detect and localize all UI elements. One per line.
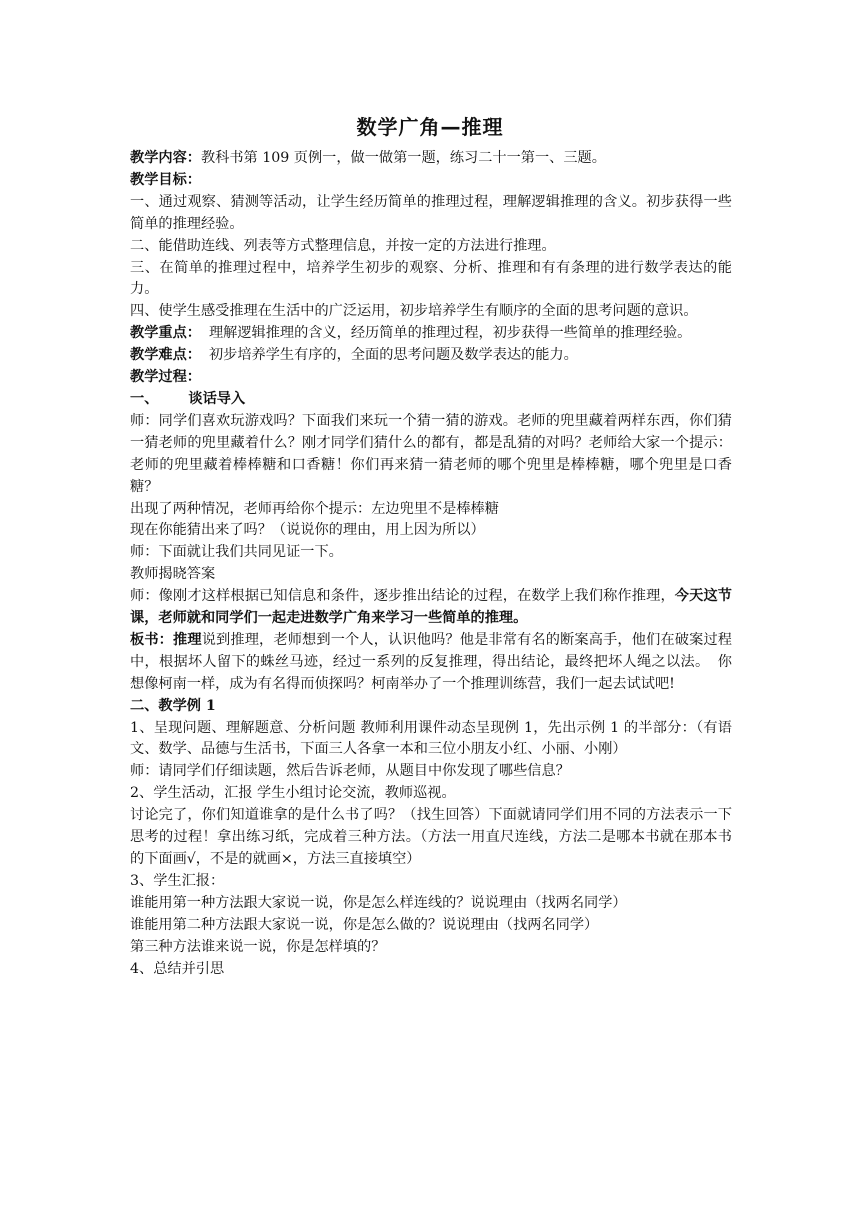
section2-paragraph: 讨论完了，你们知道谁拿的是什么书了吗？（找生回答）下面就请同学们用不同的方法表示一下思考的过程！拿出练习纸，完成着三种方法。（方法一用直尺连线，方法二是哪本书就在那本书的下面画√，不是的就画×，方法三直接填空）	[130, 807, 732, 867]
difficulty-label: 教学难点：	[130, 347, 201, 364]
teaching-content-label: 教学内容：	[130, 150, 201, 166]
difficulty-text: 初步培养学生有序的，全面的思考问题及数学表达的能力。	[208, 347, 578, 364]
process-label: 教学过程：	[130, 369, 201, 386]
section1-paragraph: 教师揭晓答案	[130, 566, 216, 583]
key-point-text: 理解逻辑推理的含义，经历简单的推理过程，初步获得一些简单的推理经验。	[208, 325, 692, 342]
teaching-content	[130, 148, 732, 170]
objective-item: 四、使学生感受推理在生活中的广泛运用，初步培养学生有顺序的全面的思考问题的意识。	[130, 303, 698, 320]
section1-paragraph: 现在你能猜出来了吗？（说说你的理由，用上因为所以）	[130, 522, 485, 539]
section1-number: 一、	[130, 390, 159, 407]
section1-paragraph: 师：下面就让我们共同见证一下。	[130, 544, 343, 561]
document-body	[130, 148, 732, 980]
section1-title: 谈话导入	[188, 390, 246, 407]
section1-paragraph: 出现了两种情况，老师再给你个提示：左边兜里不是棒棒糖	[130, 500, 499, 517]
section1-summary	[130, 586, 732, 630]
section2-paragraph: 谁能用第一种方法跟大家说一说，你是怎么样连线的？说说理由（找两名同学）	[130, 894, 627, 911]
teaching-content-text: 教科书第 109 页例一，做一做第一题，练习二十一第一、三题。	[200, 150, 606, 166]
section2-paragraph: 2、学生活动，汇报 学生小组讨论交流，教师巡视。	[130, 785, 456, 802]
section2-paragraph: 谁能用第二种方法跟大家说一说，你是怎么做的？说说理由（找两名同学）	[130, 916, 599, 933]
objective-item: 三、在简单的推理过程中，培养学生初步的观察、分析、推理和有有条理的进行数学表达的能力。	[130, 259, 732, 298]
summary-text: 师：像刚才这样根据已知信息和条件，逐步推出结论的过程，在数学上我们称作推理，	[130, 588, 675, 605]
page-title: 数学广角—推理	[356, 115, 504, 139]
key-point	[130, 323, 732, 345]
key-point-label: 教学重点：	[130, 325, 201, 342]
board-text: 说到推理，老师想到一个人，认识他吗？他是非常有名的断案高手，他们在破案过程中，根据坏人留下的蛛丝马迹，经过一系列的反复推理，得出结论，最终把坏人绳之以法。	[130, 631, 732, 670]
objective-item: 二、能借助连线、列表等方式整理信息，并按一定的方法进行推理。	[130, 237, 556, 254]
board-text-2: 你想像柯南一样，成为有名得而侦探吗？柯南举办了一个推理训练营，我们一起去试试吧!	[130, 653, 732, 692]
section2-paragraph: 第三种方法谁来说一说，你是怎样填的？	[130, 938, 386, 955]
section2-paragraph: 师：请同学们仔细读题，然后告诉老师，从题目中你发现了哪些信息？	[130, 763, 570, 780]
section2-paragraph: 4、总结并引思	[130, 960, 225, 977]
board-writing	[130, 630, 732, 696]
summary-emphasis: 今天这节课，老师就和同学们一起走进数学广角来学习一些简单的推理。	[130, 588, 732, 627]
section2-heading: 二、教学例 1	[130, 697, 216, 714]
objective-item: 一、通过观察、猜测等活动，让学生经历简单的推理过程，理解逻辑推理的含义。初步获得一些简单的推理经验。	[130, 193, 732, 232]
section1-heading	[130, 389, 732, 411]
section2-paragraph: 3、学生汇报：	[130, 872, 225, 889]
section2-paragraph: 1、呈现问题、理解题意、分析问题 教师利用课件动态呈现例 1，先出示例 1 的半部分：（有语文、数学、品德与生活书，下面三人各拿一本和三位小朋友小红、小丽、小刚）	[130, 719, 732, 758]
difficulty	[130, 345, 732, 367]
objectives-label: 教学目标：	[130, 171, 201, 188]
board-label: 板书：推理	[130, 631, 202, 648]
section1-paragraph: 师：同学们喜欢玩游戏吗？下面我们来玩一个猜一猜的游戏。老师的兜里藏着两样东西，你们猜一猜老师的兜里藏着什么？刚才同学们猜什么的都有，都是乱猜的对吗？老师给大家一个提示：老师的兜里藏着棒棒糖和口香糖！你们再来猜一猜老师的哪个兜里是棒棒糖，哪个兜里是口香糖？	[130, 412, 732, 495]
